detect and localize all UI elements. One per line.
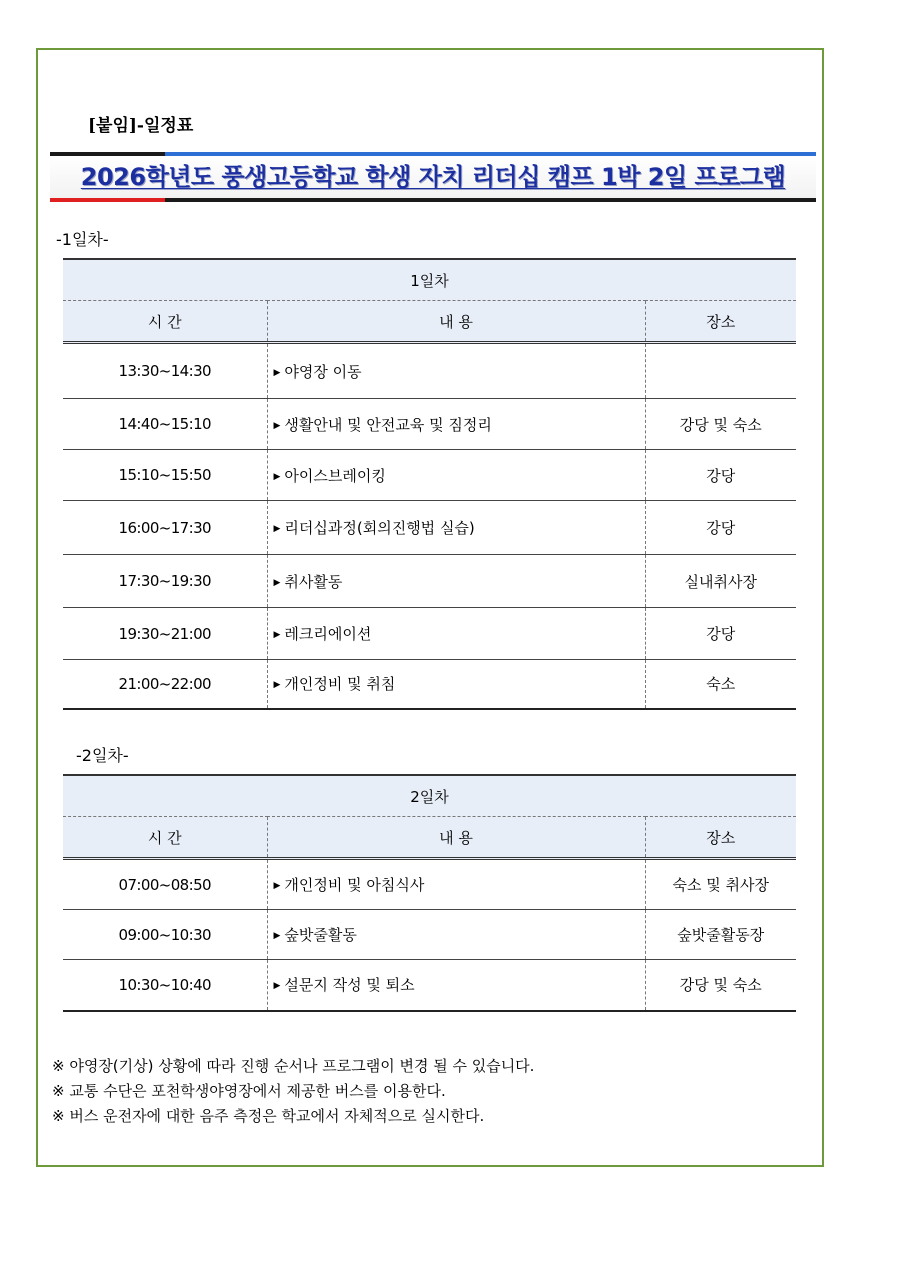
row-content-cell (267, 660, 645, 709)
row-time: 07:00~08:50 (63, 859, 267, 910)
row-place: 강당 (645, 450, 796, 501)
row-time: 14:40~15:10 (63, 399, 267, 450)
row-place (645, 343, 796, 399)
row-time: 16:00~17:30 (63, 501, 267, 555)
notes-section (52, 1054, 534, 1129)
row-time: 19:30~21:00 (63, 608, 267, 660)
triangle-right-icon: ▶ (273, 881, 281, 891)
row-content: 개인정비 및 취침 (284, 675, 396, 694)
row-time: 10:30~10:40 (63, 960, 267, 1011)
header-content: 내 용 (267, 817, 645, 859)
row-place: 강당 및 숙소 (645, 960, 796, 1011)
day2-label: -2일차- (76, 746, 129, 765)
title-rule-bottom-right (165, 198, 816, 202)
header-place: 장소 (645, 817, 796, 859)
row-place: 실내취사장 (645, 555, 796, 608)
triangle-right-icon: ▶ (273, 471, 281, 482)
attachment-label: [붙임]-일정표 (88, 116, 194, 136)
row-time: 09:00~10:30 (63, 910, 267, 960)
day2-header-row (63, 817, 796, 859)
day2-table-title-row (63, 775, 796, 817)
triangle-right-icon: ▶ (273, 981, 281, 992)
day1-table-title: 1일차 (63, 259, 796, 301)
row-content: 숲밧줄활동 (284, 926, 357, 944)
row-content-cell (267, 859, 645, 910)
day1-label: -1일차- (56, 230, 109, 249)
row-place: 숙소 및 취사장 (645, 859, 796, 910)
row-content-cell (267, 399, 645, 450)
row-place: 강당 (645, 608, 796, 660)
day2-schedule-table (63, 774, 796, 1012)
title-rule-bottom-left (50, 198, 165, 202)
header-place: 장소 (645, 301, 796, 343)
row-content: 설문지 작성 및 퇴소 (284, 976, 415, 995)
row-time: 17:30~19:30 (63, 555, 267, 608)
table-row (63, 450, 796, 501)
row-content: 야영장 이동 (284, 362, 362, 381)
row-content: 리더십과정(회의진행법 실습) (284, 519, 475, 537)
row-content-cell (267, 960, 645, 1011)
header-time: 시 간 (63, 301, 267, 343)
table-row (63, 660, 796, 709)
row-place: 숲밧줄활동장 (645, 910, 796, 960)
table-row (63, 608, 796, 660)
row-content: 생활안내 및 안전교육 및 짐정리 (284, 415, 492, 434)
row-content: 레크리에이션 (284, 625, 372, 643)
row-content: 개인정비 및 아침식사 (284, 876, 425, 894)
note-item: ※ 교통 수단은 포천학생야영장에서 제공한 버스를 이용한다. (52, 1082, 446, 1100)
day1-table-title-row (63, 259, 796, 301)
row-content: 아이스브레이킹 (284, 466, 386, 485)
row-content-cell (267, 910, 645, 960)
triangle-right-icon: ▶ (273, 680, 281, 691)
table-row (63, 960, 796, 1011)
row-place: 강당 (645, 501, 796, 555)
row-content-cell (267, 555, 645, 608)
triangle-right-icon: ▶ (273, 367, 281, 378)
table-row (63, 555, 796, 608)
row-place: 숙소 (645, 660, 796, 709)
table-row (63, 859, 796, 910)
triangle-right-icon: ▶ (273, 630, 281, 640)
triangle-right-icon: ▶ (273, 931, 281, 941)
row-content-cell (267, 608, 645, 660)
note-item: ※ 야영장(기상) 상황에 따라 진행 순서나 프로그램이 변경 될 수 있습니다. (52, 1057, 535, 1075)
row-place: 강당 및 숙소 (645, 399, 796, 450)
row-time: 13:30~14:30 (63, 343, 267, 399)
row-time: 21:00~22:00 (63, 660, 267, 709)
note-item: ※ 버스 운전자에 대한 음주 측정은 학교에서 자체적으로 실시한다. (52, 1107, 485, 1125)
triangle-right-icon: ▶ (273, 420, 281, 431)
row-content-cell (267, 501, 645, 555)
header-time: 시 간 (63, 817, 267, 859)
header-content: 내 용 (267, 301, 645, 343)
triangle-right-icon: ▶ (273, 577, 281, 588)
page-title: 2026학년도 풍생고등학교 학생 자치 리더십 캠프 1박 2일 프로그램 (80, 163, 786, 191)
table-row (63, 501, 796, 555)
day1-header-row (63, 301, 796, 343)
table-row (63, 910, 796, 960)
row-content-cell (267, 450, 645, 501)
row-time: 15:10~15:50 (63, 450, 267, 501)
day1-schedule-table (63, 258, 796, 710)
day2-table-title: 2일차 (63, 775, 796, 817)
triangle-right-icon: ▶ (273, 524, 281, 534)
row-content: 취사활동 (284, 572, 343, 591)
title-banner (50, 152, 816, 202)
table-row (63, 343, 796, 399)
row-content-cell (267, 343, 645, 399)
table-row (63, 399, 796, 450)
